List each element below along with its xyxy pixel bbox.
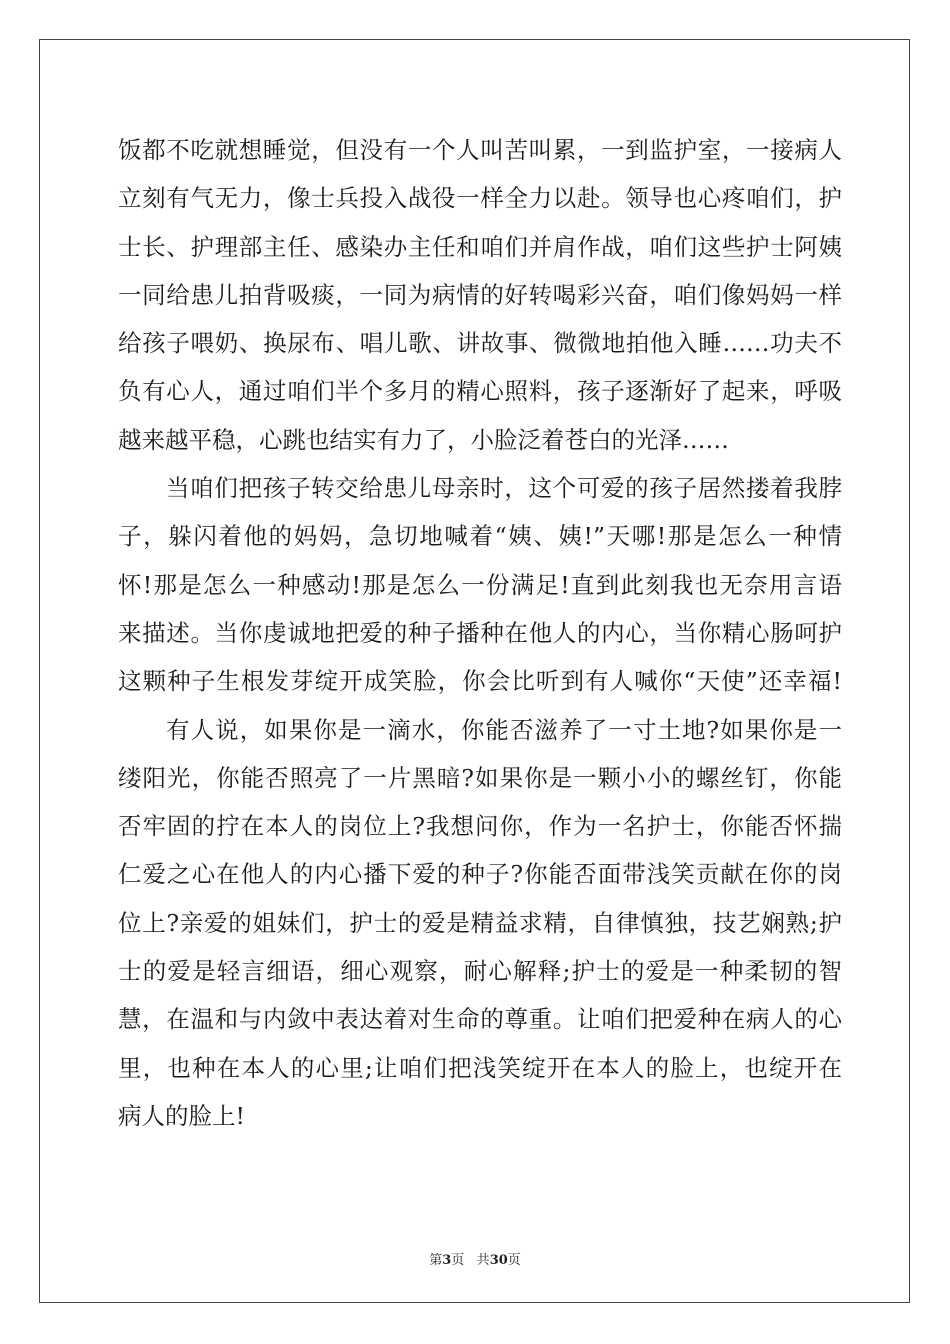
text-line: 缕阳光，你能否照亮了一片黑暗?如果你是一颗小小的螺丝钉，你能 xyxy=(118,763,842,792)
page-footer xyxy=(0,1249,950,1268)
total-pages: 30 xyxy=(489,1253,508,1268)
page-suffix: 页 xyxy=(451,1253,465,1268)
text-line: 来描述。当你虔诚地把爱的种子播种在他人的内心，当你精心肠呵护 xyxy=(118,618,842,647)
text-line: 越来越平稳，心跳也结实有力了，小脸泛着苍白的光泽…… xyxy=(118,425,729,454)
text-line: 里，也种在本人的心里;让咱们把浅笑绽开在本人的脸上，也绽开在 xyxy=(118,1053,842,1082)
text-line: 饭都不吃就想睡觉，但没有一个人叫苦叫累，一到监护室，一接病人 xyxy=(118,136,842,164)
document-body xyxy=(118,126,842,1140)
page-prefix: 第 xyxy=(429,1253,443,1268)
text-line: 位上?亲爱的姐妹们，护士的爱是精益求精，自律慎独，技艺娴熟;护 xyxy=(118,908,842,937)
text-line: 给孩子喂奶、换尿布、唱儿歌、讲故事、微微地拍他入睡……功夫不 xyxy=(118,329,842,358)
text-line: 士长、护理部主任、感染办主任和咱们并肩作战，咱们这些护士阿姨 xyxy=(118,232,842,261)
text-line: 这颗种子生根发芽绽开成笑脸，你会比听到有人喊你“天使”还幸福! xyxy=(118,667,842,696)
text-line: 慧，在温和与内敛中表达着对生命的尊重。让咱们把爱种在病人的心 xyxy=(118,1005,842,1034)
text-line: 仁爱之心在他人的内心播下爱的种子?你能否面带浅笑贡献在你的岗 xyxy=(118,860,842,889)
total-suffix: 页 xyxy=(507,1253,521,1268)
text-line: 立刻有气无力，像士兵投入战役一样全力以赴。领导也心疼咱们，护 xyxy=(118,184,842,213)
text-line: 病人的脸上! xyxy=(118,1101,245,1130)
text-line: 士的爱是轻言细语，细心观察，耐心解释;护士的爱是一种柔韧的智 xyxy=(118,957,842,986)
page-number: 3 xyxy=(442,1253,452,1268)
text-line: 子，躲闪着他的妈妈，急切地喊着“姨、姨!”天哪!那是怎么一种情 xyxy=(118,522,842,551)
text-line: 有人说，如果你是一滴水，你能否滋养了一寸土地?如果你是一 xyxy=(166,715,842,744)
text-line: 否牢固的拧在本人的岗位上?我想问你，作为一名护士，你能否怀揣 xyxy=(118,812,842,841)
total-prefix: 共 xyxy=(476,1253,490,1268)
text-line: 负有心人，通过咱们半个多月的精心照料，孩子逐渐好了起来，呼吸 xyxy=(118,377,842,406)
text-line: 怀!那是怎么一种感动!那是怎么一份满足!直到此刻我也无奈用言语 xyxy=(118,570,842,599)
text-line: 一同给患儿拍背吸痰，一同为病情的好转喝彩兴奋，咱们像妈妈一样 xyxy=(118,280,842,309)
text-line: 当咱们把孩子转交给患儿母亲时，这个可爱的孩子居然搂着我脖 xyxy=(166,474,842,503)
